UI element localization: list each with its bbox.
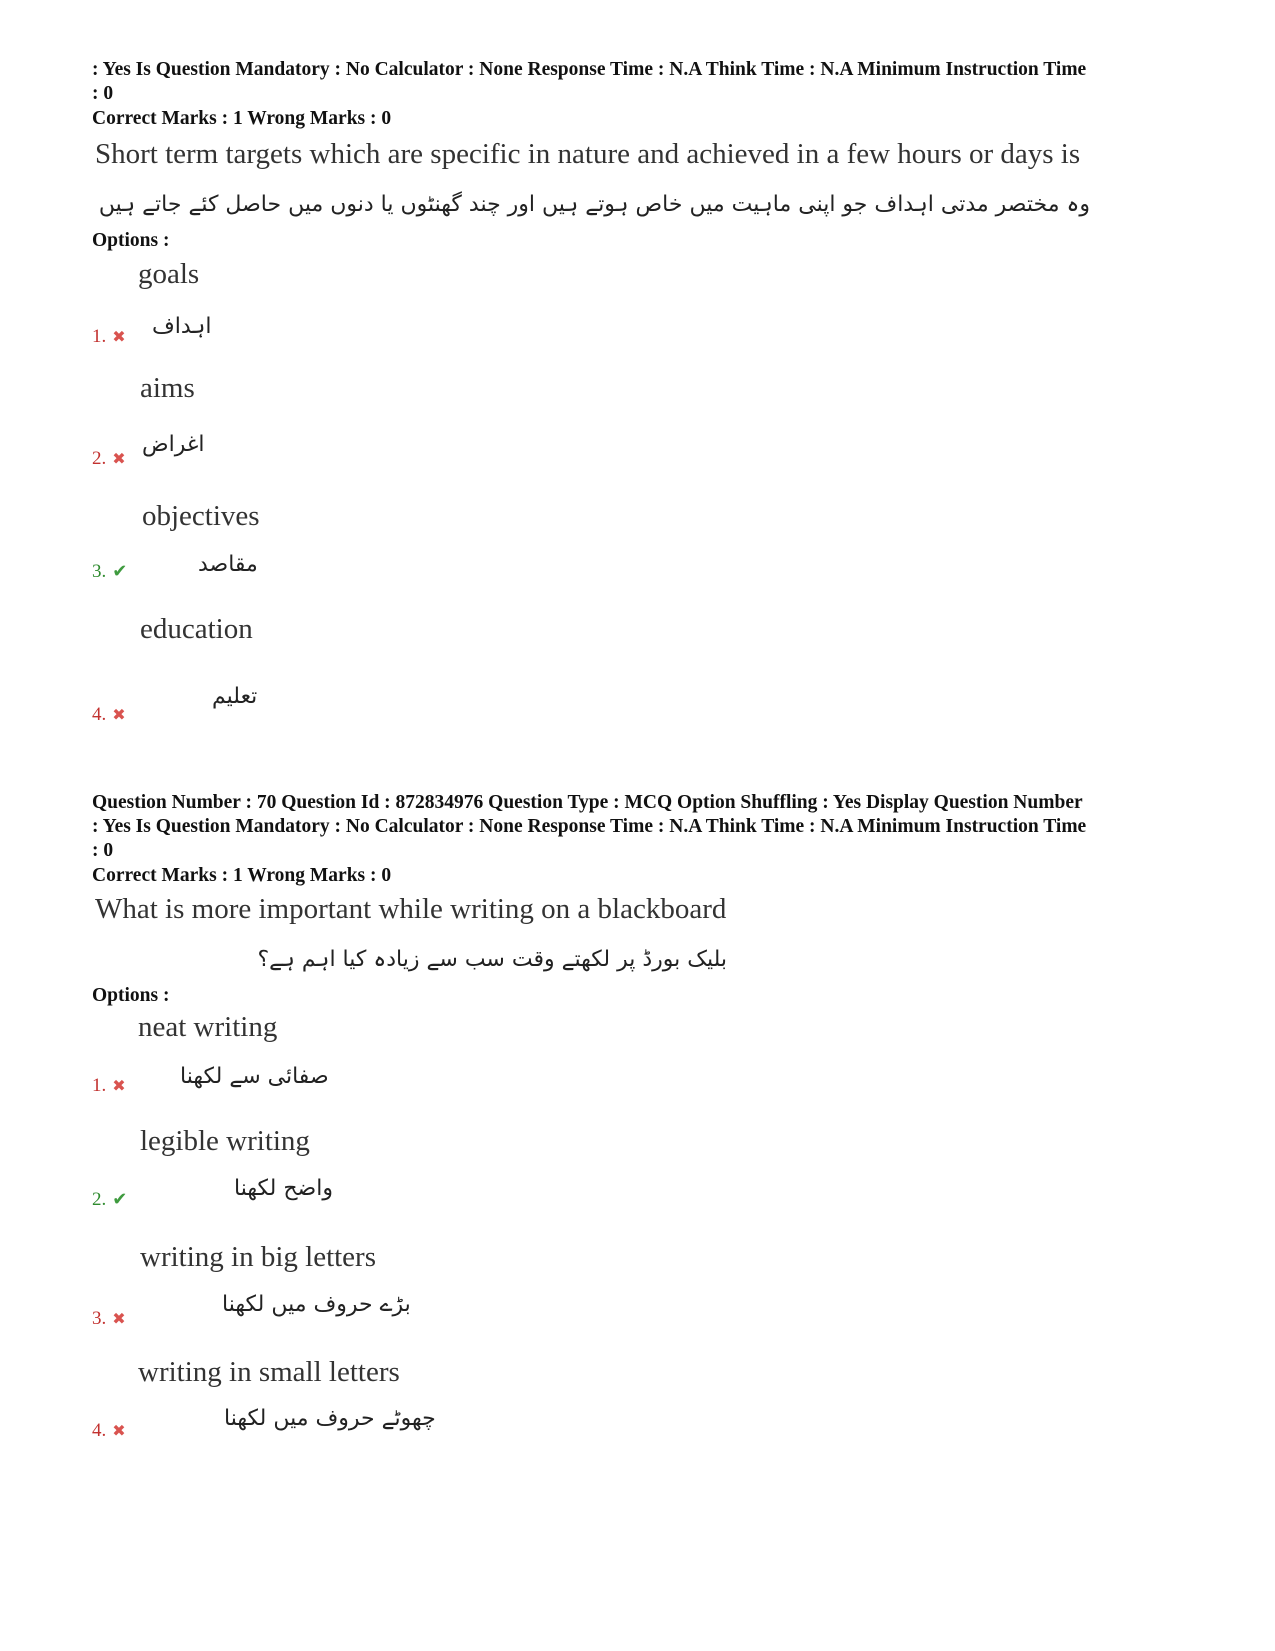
question-text-english: What is more important while writing on a blackboard xyxy=(95,893,727,925)
meta-line: : 0 xyxy=(92,840,114,861)
option-text-english: aims xyxy=(140,372,195,404)
options-label: Options : xyxy=(92,985,170,1006)
option-number: 4. ✖ xyxy=(92,704,126,725)
option-text-english: legible writing xyxy=(140,1125,310,1157)
option-number: 1. ✖ xyxy=(92,1075,126,1096)
option-text-english: goals xyxy=(138,258,200,290)
option-number: 4. ✖ xyxy=(92,1420,126,1441)
meta-line: : Yes Is Question Mandatory : No Calculator : None Response Time : N.A Think Time : N.A Minimum Instruction Time xyxy=(92,816,1087,837)
question-text-urdu: وہ مختصر مدتی اہداف جو اپنی ماہیت میں خاص ہوتے ہیں اور چند گھنٹوں یا دنوں میں حاصل کئے جاتے ہیں xyxy=(98,192,1090,217)
option-text-urdu: واضح لکھنا xyxy=(234,1176,333,1201)
marks-info: Correct Marks : 1 Wrong Marks : 0 xyxy=(92,865,392,886)
option-text-english: neat writing xyxy=(138,1011,278,1043)
question-text-english: Short term targets which are specific in nature and achieved in a few hours or days is xyxy=(95,138,1081,170)
cross-icon: ✖ xyxy=(112,327,126,346)
option-number: 2. ✔ xyxy=(92,1189,128,1210)
option-number: 1. ✖ xyxy=(92,326,126,347)
check-icon: ✔ xyxy=(112,1189,128,1210)
option-text-english: education xyxy=(140,613,253,645)
option-text-english: writing in big letters xyxy=(140,1241,376,1273)
options-label: Options : xyxy=(92,230,170,251)
check-icon: ✔ xyxy=(112,561,128,582)
option-number: 3. ✖ xyxy=(92,1308,126,1329)
option-text-urdu: تعلیم xyxy=(212,684,258,709)
option-text-urdu: مقاصد xyxy=(198,552,258,577)
question-meta xyxy=(92,791,1202,863)
option-text-urdu: چھوٹے حروف میں لکھنا xyxy=(224,1406,436,1431)
question-meta xyxy=(92,58,1202,106)
meta-line: : Yes Is Question Mandatory : No Calculator : None Response Time : N.A Think Time : N.A Minimum Instruction Time xyxy=(92,59,1087,80)
cross-icon: ✖ xyxy=(112,1076,126,1095)
option-number: 3. ✔ xyxy=(92,561,128,582)
meta-line: : 0 xyxy=(92,83,114,104)
option-text-urdu: اہداف xyxy=(152,314,212,339)
cross-icon: ✖ xyxy=(112,449,126,468)
question-text-urdu: بلیک بورڈ پر لکھتے وقت سب سے زیادہ کیا اہم ہے؟ xyxy=(257,947,727,972)
option-text-english: objectives xyxy=(142,500,260,532)
cross-icon: ✖ xyxy=(112,1309,126,1328)
option-text-urdu: اغراض xyxy=(142,432,205,457)
option-text-english: writing in small letters xyxy=(138,1356,400,1388)
option-number: 2. ✖ xyxy=(92,448,126,469)
option-text-urdu: صفائی سے لکھنا xyxy=(180,1064,329,1089)
marks-info: Correct Marks : 1 Wrong Marks : 0 xyxy=(92,108,392,129)
cross-icon: ✖ xyxy=(112,705,126,724)
cross-icon: ✖ xyxy=(112,1421,126,1440)
option-text-urdu: بڑے حروف میں لکھنا xyxy=(222,1292,411,1317)
meta-line: Question Number : 70 Question Id : 872834976 Question Type : MCQ Option Shuffling : Yes Display Question Number xyxy=(92,792,1083,813)
